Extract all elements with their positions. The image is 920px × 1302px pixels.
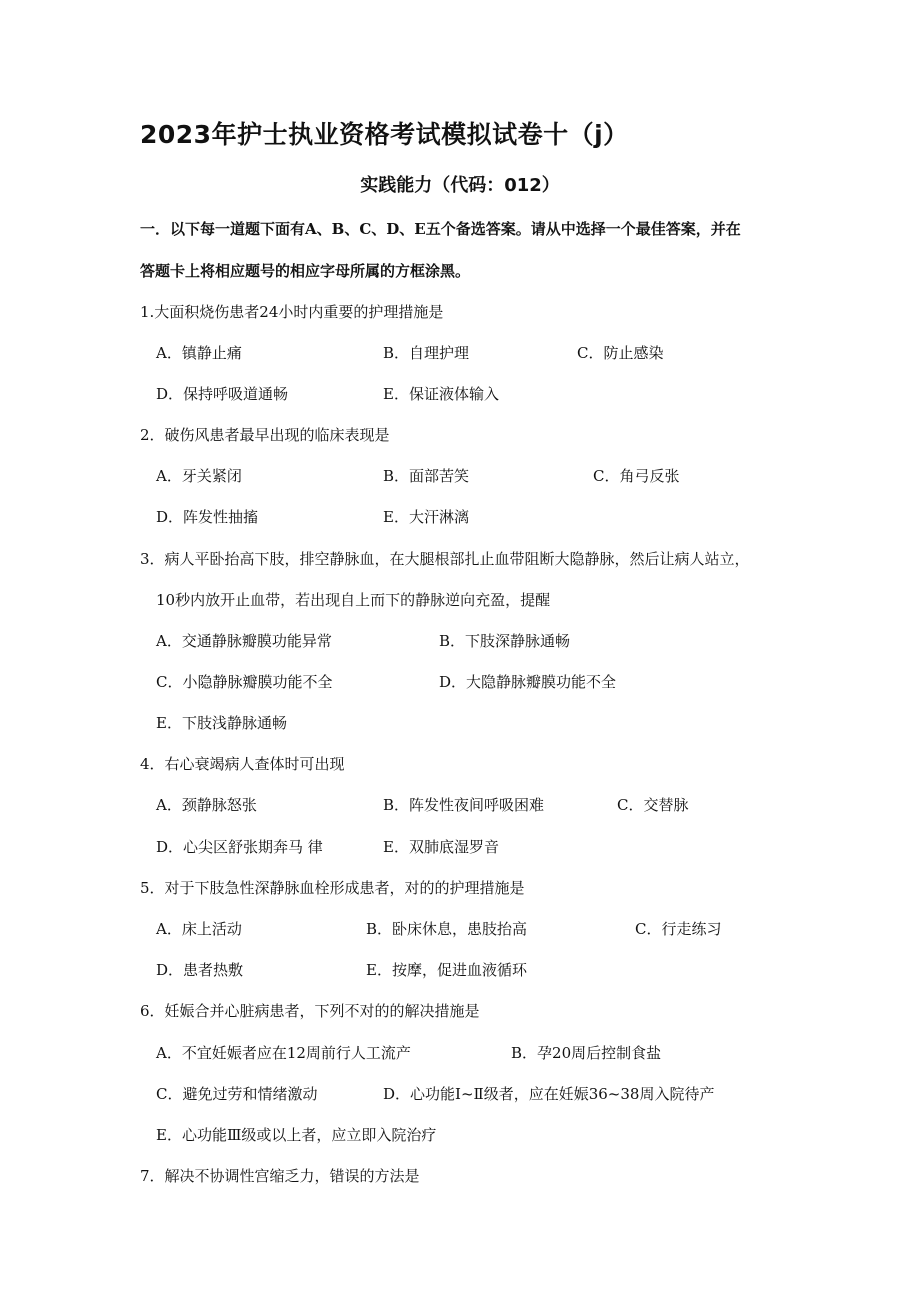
- question-4-option-d: D．心尖区舒张期奔马 律: [156, 838, 323, 856]
- question-6-option-a: A．不宜妊娠者应在12周前行人工流产: [156, 1044, 411, 1062]
- question-1-option-d: D．保持呼吸道通畅: [156, 385, 289, 403]
- question-4-option-b: B．阵发性夜间呼吸困难: [383, 796, 545, 814]
- exam-title: 2023年护士执业资格考试模拟试卷十（j）: [140, 120, 629, 149]
- question-2-option-c: C．角弓反张: [593, 467, 680, 485]
- question-1-option-b: B．自理护理: [383, 344, 470, 362]
- question-1-option-c: C．防止感染: [577, 344, 664, 362]
- question-3-option-a: A．交通静脉瓣膜功能异常: [156, 632, 332, 650]
- question-6-option-e: E．心功能Ⅲ级或以上者，应立即入院治疗: [156, 1126, 437, 1144]
- question-2-option-a: A．牙关紧闭: [156, 467, 242, 485]
- question-2-stem: 2．破伤风患者最早出现的临床表现是: [140, 426, 390, 444]
- question-4-option-a: A．颈静脉怒张: [156, 796, 257, 814]
- question-2-option-e: E．大汗淋漓: [383, 508, 469, 526]
- question-1-stem: 1.大面积烧伤患者24小时内重要的护理措施是: [140, 303, 444, 321]
- question-5-option-a: A．床上活动: [156, 920, 242, 938]
- instruction-line-1: 一．以下每一道题下面有A、B、C、D、E五个备选答案。请从中选择一个最佳答案，并在: [140, 220, 741, 238]
- question-5-option-c: C．行走练习: [635, 920, 722, 938]
- question-4-stem: 4．右心衰竭病人查体时可出现: [140, 755, 345, 773]
- exam-subtitle: 实践能力（代码：012）: [360, 175, 560, 196]
- question-4-option-e: E．双肺底湿罗音: [383, 838, 499, 856]
- question-2-option-d: D．阵发性抽搐: [156, 508, 259, 526]
- question-4-option-c: C．交替脉: [617, 796, 689, 814]
- question-3-option-b: B．下肢深静脉通畅: [439, 632, 571, 650]
- question-7-stem: 7．解决不协调性宫缩乏力，错误的方法是: [140, 1167, 420, 1185]
- question-2-option-b: B．面部苦笑: [383, 467, 470, 485]
- question-6-stem: 6．妊娠合并心脏病患者，下列不对的的解决措施是: [140, 1002, 480, 1020]
- question-1-option-e: E．保证液体输入: [383, 385, 499, 403]
- instruction-line-2: 答题卡上将相应题号的相应字母所属的方框涂黑。: [140, 262, 471, 280]
- question-5-option-d: D．患者热敷: [156, 961, 244, 979]
- question-3-stem-continued: 10秒内放开止血带，若出现自上而下的静脉逆向充盈，提醒: [156, 591, 551, 609]
- question-1-option-a: A．镇静止痛: [156, 344, 242, 362]
- question-5-option-b: B．卧床休息，患肢抬高: [366, 920, 528, 938]
- question-6-option-c: C．避免过劳和情绪激动: [156, 1085, 318, 1103]
- question-6-option-b: B．孕20周后控制食盐: [511, 1044, 662, 1062]
- question-3-option-c: C．小隐静脉瓣膜功能不全: [156, 673, 333, 691]
- question-5-option-e: E．按摩，促进血液循环: [366, 961, 527, 979]
- question-3-stem: 3．病人平卧抬高下肢，排空静脉血，在大腿根部扎止血带阻断大隐静脉，然后让病人站立，: [140, 550, 750, 568]
- question-3-option-d: D．大隐静脉瓣膜功能不全: [439, 673, 617, 691]
- question-6-option-d: D．心功能Ⅰ~Ⅱ级者，应在妊娠36~38周入院待产: [383, 1085, 715, 1103]
- question-5-stem: 5．对于下肢急性深静脉血栓形成患者，对的的护理措施是: [140, 879, 525, 897]
- question-3-option-e: E．下肢浅静脉通畅: [156, 714, 287, 732]
